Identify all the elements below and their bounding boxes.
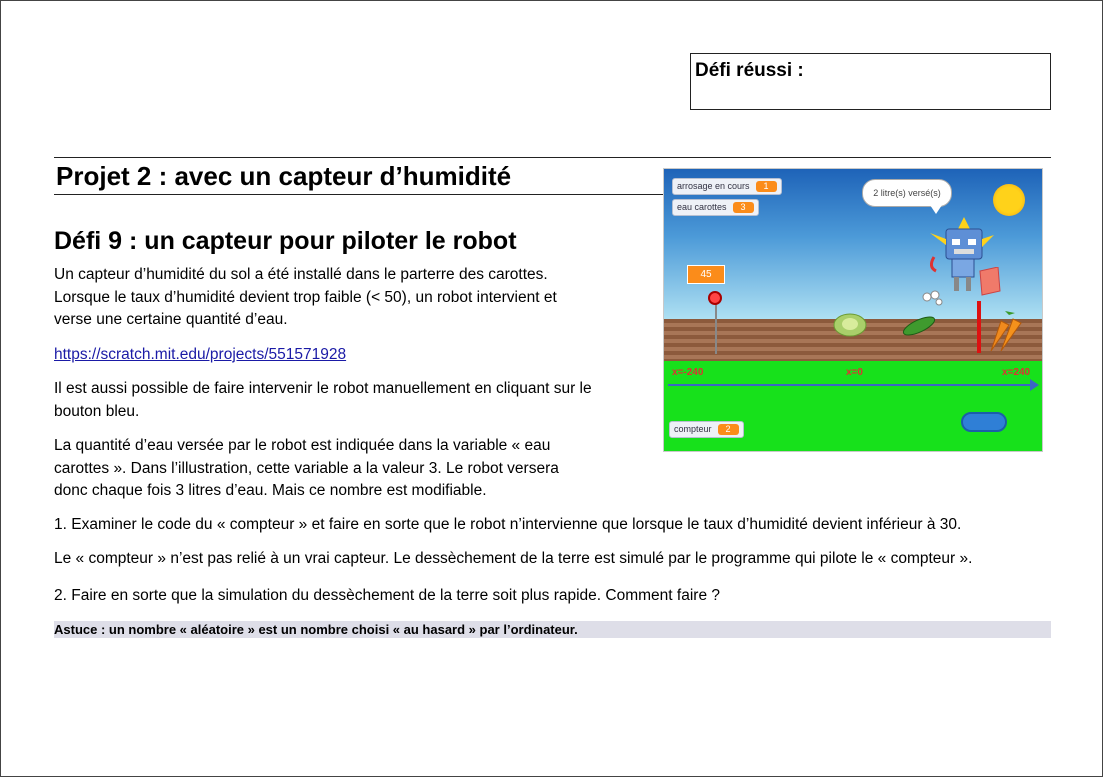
cabbage-icon xyxy=(832,311,868,337)
x-axis-line xyxy=(668,384,1034,386)
humidity-sensor-icon xyxy=(708,291,722,305)
var-eau-carottes: eau carottes 3 xyxy=(672,199,759,216)
red-post xyxy=(977,301,981,353)
axis-label-right: x=240 xyxy=(1002,367,1031,378)
projet-title: Projet 2 : avec un capteur d’humidité xyxy=(56,161,512,191)
var-arrosage-en-cours: arrosage en cours 1 xyxy=(672,178,782,195)
paragraph-capteur: Un capteur d’humidité du sol a été installé dans le parterre des carottes. Lorsque le taux d’humidité devient trop faible (< 50), un robot intervient et verse une certaine quantité d’eau. xyxy=(54,266,557,328)
humidity-gauge-value: 45 xyxy=(687,265,725,284)
projet-top-rule xyxy=(54,157,1051,158)
paragraph-quantite: La quantité d’eau versée par le robot est indiquée dans la variable « eau carottes ». Dans l’illustration, cette variable a la valeur 3. Le robot versera donc chaque fois 3 litres d’eau. Mais ce nombre est modifiable. xyxy=(54,437,559,499)
scratch-project-link[interactable]: https://scratch.mit.edu/projects/551571928 xyxy=(54,346,347,363)
var-compteur: compteur 2 xyxy=(669,421,744,438)
watering-can-icon xyxy=(976,267,1002,297)
defi-reussi-label: Défi réussi : xyxy=(695,60,804,81)
defi-reussi-box xyxy=(690,53,1051,110)
sensor-pole xyxy=(715,298,717,354)
question-1: 1. Examiner le code du « compteur » et faire en sorte que le robot n’intervienne que lorsque le taux d’humidité devient inférieur à 30. xyxy=(54,516,962,533)
defi-title: Défi 9 : un capteur pour piloter le robot xyxy=(54,227,517,255)
speech-bubble-tail xyxy=(930,205,942,214)
cucumber-icon xyxy=(900,315,938,337)
speech-bubble: 2 litre(s) versé(s) xyxy=(862,179,952,207)
carrots-icon xyxy=(987,311,1027,353)
note-compteur: Le « compteur » n’est pas relié à un vrai capteur. Le dessèchement de la terre est simulé par le programme qui pilote le « compteur ». xyxy=(54,550,973,567)
question-2: 2. Faire en sorte que la simulation du dessèchement de la terre soit plus rapide. Comment faire ? xyxy=(54,587,720,604)
sun-icon xyxy=(993,184,1025,216)
scratch-stage xyxy=(663,168,1043,452)
astuce-tip: Astuce : un nombre « aléatoire » est un nombre choisi « au hasard » par l’ordinateur. xyxy=(54,621,1051,638)
paragraph-bouton: Il est aussi possible de faire intervenir le robot manuellement en cliquant sur le bouton bleu. xyxy=(54,380,592,420)
x-axis-arrow xyxy=(1030,379,1039,391)
water-drops-icon xyxy=(922,289,944,307)
axis-label-mid: x=0 xyxy=(846,367,863,378)
axis-label-left: x=-240 xyxy=(672,367,704,378)
blue-button[interactable] xyxy=(961,412,1007,432)
projet-bottom-rule xyxy=(54,194,664,195)
